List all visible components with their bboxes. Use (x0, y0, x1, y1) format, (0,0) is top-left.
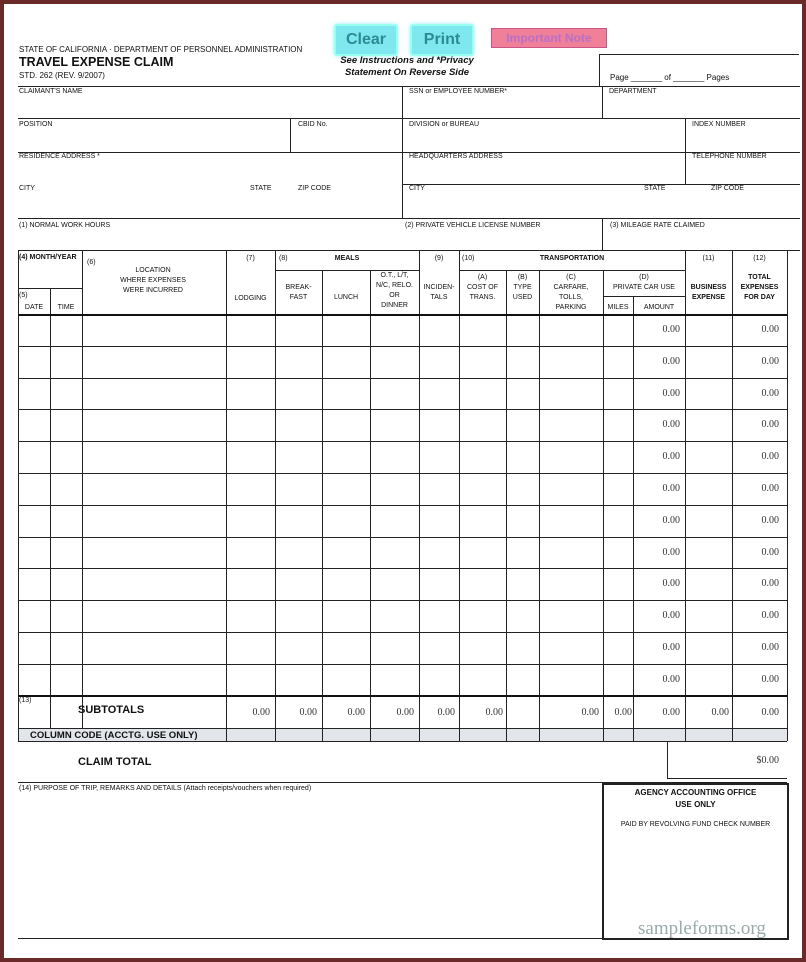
row-total[interactable]: 0.00 (761, 324, 779, 335)
row-amount[interactable]: 0.00 (662, 578, 680, 590)
time-header: TIME (57, 304, 75, 311)
col-8-number: (8) (279, 255, 288, 262)
license-field[interactable]: (2) PRIVATE VEHICLE LICENSE NUMBER (405, 222, 541, 229)
dinner-header-3: OR (389, 292, 400, 299)
row-line (18, 378, 787, 379)
row-total[interactable]: 0.00 (761, 578, 779, 590)
form-title: TRAVEL EXPENSE CLAIM (19, 55, 174, 69)
column-line (459, 250, 460, 741)
important-note-button[interactable]: Important Note (491, 28, 607, 48)
row-amount[interactable]: 0.00 (662, 419, 680, 431)
code-cell-line (685, 728, 686, 741)
incidentals-header-2: TALS (430, 294, 448, 301)
subtotals-label: SUBTOTALS (78, 704, 145, 716)
subtotal-total: 0.00 (761, 707, 779, 718)
row-amount[interactable]: 0.00 (662, 451, 680, 463)
lunch-header: LUNCH (333, 294, 359, 301)
cbid-field[interactable]: CBID No. (298, 121, 328, 128)
work-hours-field[interactable]: (1) NORMAL WORK HOURS (19, 222, 111, 229)
subtotal-carfare: 0.00 (581, 707, 599, 718)
row-amount[interactable]: 0.00 (662, 387, 680, 399)
col-6-number: (6) (87, 259, 96, 266)
total-header-2: EXPENSES (740, 284, 779, 291)
column-line (50, 288, 51, 741)
state-field[interactable]: STATE (250, 185, 272, 192)
meals-header: MEALS (334, 255, 360, 262)
carfare-header-1: CARFARE, (553, 284, 589, 291)
row-line (18, 664, 787, 665)
claimant-name-field[interactable]: CLAIMANT'S NAME (19, 88, 83, 95)
claim-total-label: CLAIM TOTAL (78, 756, 152, 768)
row-amount[interactable]: 0.00 (662, 324, 680, 335)
subtotal-amount: 0.00 (662, 707, 680, 718)
location-header-3: WERE INCURRED (123, 287, 183, 294)
cost-header-1: COST OF (467, 284, 498, 291)
code-cell-line (732, 728, 733, 741)
code-cell-line (506, 728, 507, 741)
month-year-header: (4) MONTH/YEAR (19, 254, 77, 261)
row-amount[interactable]: 0.00 (662, 514, 680, 526)
subtotal-incidentals: 0.00 (437, 707, 455, 718)
subtotal-business: 0.00 (711, 707, 729, 718)
hq-state-field[interactable]: STATE (644, 185, 666, 192)
row-total[interactable]: 0.00 (761, 642, 779, 653)
subtotal-cost-of-trans: 0.00 (485, 707, 503, 718)
type-header-2: USED (512, 294, 533, 301)
watermark: sampleforms.org (638, 918, 766, 939)
column-line (82, 250, 83, 741)
code-cell-line (322, 728, 323, 741)
column-line (18, 250, 19, 741)
form-sheet (4, 4, 802, 958)
row-total[interactable]: 0.00 (761, 514, 779, 526)
carfare-header-2: TOLLS, (559, 294, 583, 301)
type-header-1: TYPE (513, 284, 532, 291)
row-line (18, 568, 787, 569)
row-line (18, 537, 787, 538)
location-header: LOCATION (135, 267, 171, 274)
row-line (18, 600, 787, 601)
breakfast-header-2: FAST (289, 294, 308, 301)
row-total[interactable]: 0.00 (761, 355, 779, 367)
row-total[interactable]: 0.00 (761, 419, 779, 431)
zip-field[interactable]: ZIP CODE (298, 185, 331, 192)
row-line (18, 632, 787, 633)
row-amount[interactable]: 0.00 (662, 673, 680, 685)
form-number: STD. 262 (REV. 9/2007) (19, 71, 105, 80)
column-code-label: COLUMN CODE (ACCTG. USE ONLY) (30, 730, 198, 741)
col-b-number: (B) (517, 274, 528, 281)
department-field[interactable]: DEPARTMENT (609, 88, 657, 95)
row-line (18, 409, 787, 410)
row-amount[interactable]: 0.00 (662, 546, 680, 558)
miles-header: MILES (607, 304, 629, 311)
column-line (787, 250, 788, 741)
total-header-1: TOTAL (748, 274, 771, 281)
mileage-rate-field[interactable]: (3) MILEAGE RATE CLAIMED (610, 222, 705, 229)
division-field[interactable]: DIVISION or BUREAU (409, 121, 480, 128)
subtotal-dinner: 0.00 (396, 707, 414, 718)
subtotal-lodging: 0.00 (252, 707, 270, 718)
date-header: DATE (24, 304, 44, 311)
subtotal-miles: 0.00 (614, 707, 632, 718)
row-amount[interactable]: 0.00 (662, 642, 680, 653)
row-total[interactable]: 0.00 (761, 546, 779, 558)
revolving-fund-check-field[interactable]: PAID BY REVOLVING FUND CHECK NUMBER (620, 821, 771, 828)
telephone-field[interactable]: TELEPHONE NUMBER (692, 153, 767, 160)
row-line (18, 441, 787, 442)
subtotal-lunch: 0.00 (347, 707, 365, 718)
business-header-1: BUSINESS (690, 284, 727, 291)
col-5-number: (5) (19, 292, 28, 299)
lodging-header: LODGING (234, 295, 267, 302)
index-number-field[interactable]: INDEX NUMBER (692, 121, 746, 128)
position-field[interactable]: POSITION (19, 121, 53, 128)
col-12-number: (12) (753, 255, 766, 262)
residence-address-field[interactable]: RESIDENCE ADDRESS * (19, 153, 100, 160)
headquarters-address-field[interactable]: HEADQUARTERS ADDRESS (409, 153, 503, 160)
private-car-header: PRIVATE CAR USE (613, 284, 675, 291)
row-total[interactable]: 0.00 (761, 673, 779, 685)
header-bottom-line (18, 314, 787, 316)
dinner-header-1: O.T., L/T, (380, 272, 409, 279)
page-count[interactable]: Page _______ of _______ Pages (610, 73, 730, 82)
row-total[interactable]: 0.00 (761, 387, 779, 399)
column-line (275, 250, 276, 741)
business-header-2: EXPENSE (691, 294, 726, 301)
agency-box-title-2: USE ONLY (675, 800, 716, 809)
col-c-number: (C) (566, 274, 576, 281)
col-a-number: (A) (477, 274, 488, 281)
cost-header-2: TRANS. (469, 294, 496, 301)
col-9-number: (9) (434, 255, 444, 262)
column-line (226, 250, 227, 741)
dinner-header-4: DINNER (381, 302, 408, 309)
city-field[interactable]: CITY (19, 185, 35, 192)
incidentals-header-1: INCIDEN- (423, 284, 455, 291)
breakfast-header-1: BREAK- (285, 284, 312, 291)
column-line (685, 250, 686, 741)
dinner-header-2: N/C, RELO. (376, 282, 413, 289)
hq-city-field[interactable]: CITY (409, 185, 425, 192)
purpose-field[interactable]: (14) PURPOSE OF TRIP, REMARKS AND DETAILS (Attach receipts/vouchers when required) (19, 785, 312, 792)
clear-button[interactable]: Clear (334, 24, 398, 56)
ssn-field[interactable]: SSN or EMPLOYEE NUMBER* (409, 88, 508, 95)
instructions-line-1: See Instructions and *Privacy (340, 55, 474, 66)
code-cell-line (226, 728, 227, 741)
col-11-number: (11) (702, 255, 715, 262)
code-cell-line (633, 728, 634, 741)
row-line (18, 346, 787, 347)
col-10-number: (10) (462, 255, 475, 262)
print-button[interactable]: Print (410, 24, 474, 56)
col-d-number: (D) (639, 274, 649, 281)
row-line (18, 473, 787, 474)
row-amount[interactable]: 0.00 (662, 610, 680, 622)
column-line (419, 250, 420, 741)
row-total[interactable]: 0.00 (761, 610, 779, 622)
col-13-number: (13) (19, 697, 32, 704)
claim-total-value: $0.00 (756, 755, 779, 766)
amount-header: AMOUNT (643, 304, 675, 311)
hq-zip-field[interactable]: ZIP CODE (711, 185, 744, 192)
code-cell-line (370, 728, 371, 741)
transportation-header: TRANSPORTATION (539, 255, 605, 262)
row-amount[interactable]: 0.00 (662, 355, 680, 367)
code-cell-line (459, 728, 460, 741)
row-line (18, 505, 787, 506)
row-amount[interactable]: 0.00 (662, 483, 680, 494)
instructions-line-2: Statement On Reverse Side (344, 67, 470, 78)
carfare-header-3: PARKING (555, 304, 587, 311)
code-cell-line (603, 728, 604, 741)
total-header-3: FOR DAY (744, 294, 775, 301)
code-cell-line (275, 728, 276, 741)
code-cell-line (419, 728, 420, 741)
subtotal-breakfast: 0.00 (299, 707, 317, 718)
code-cell-line (787, 728, 788, 741)
code-cell-line (539, 728, 540, 741)
location-header-2: WHERE EXPENSES (120, 277, 186, 284)
agency-box-title-1: AGENCY ACCOUNTING OFFICE (634, 788, 757, 797)
row-total[interactable]: 0.00 (761, 483, 779, 494)
agency-name: STATE OF CALIFORNIA · DEPARTMENT OF PERSONNEL ADMINISTRATION (19, 45, 303, 54)
col-7-number: (7) (246, 255, 255, 262)
row-total[interactable]: 0.00 (761, 451, 779, 463)
